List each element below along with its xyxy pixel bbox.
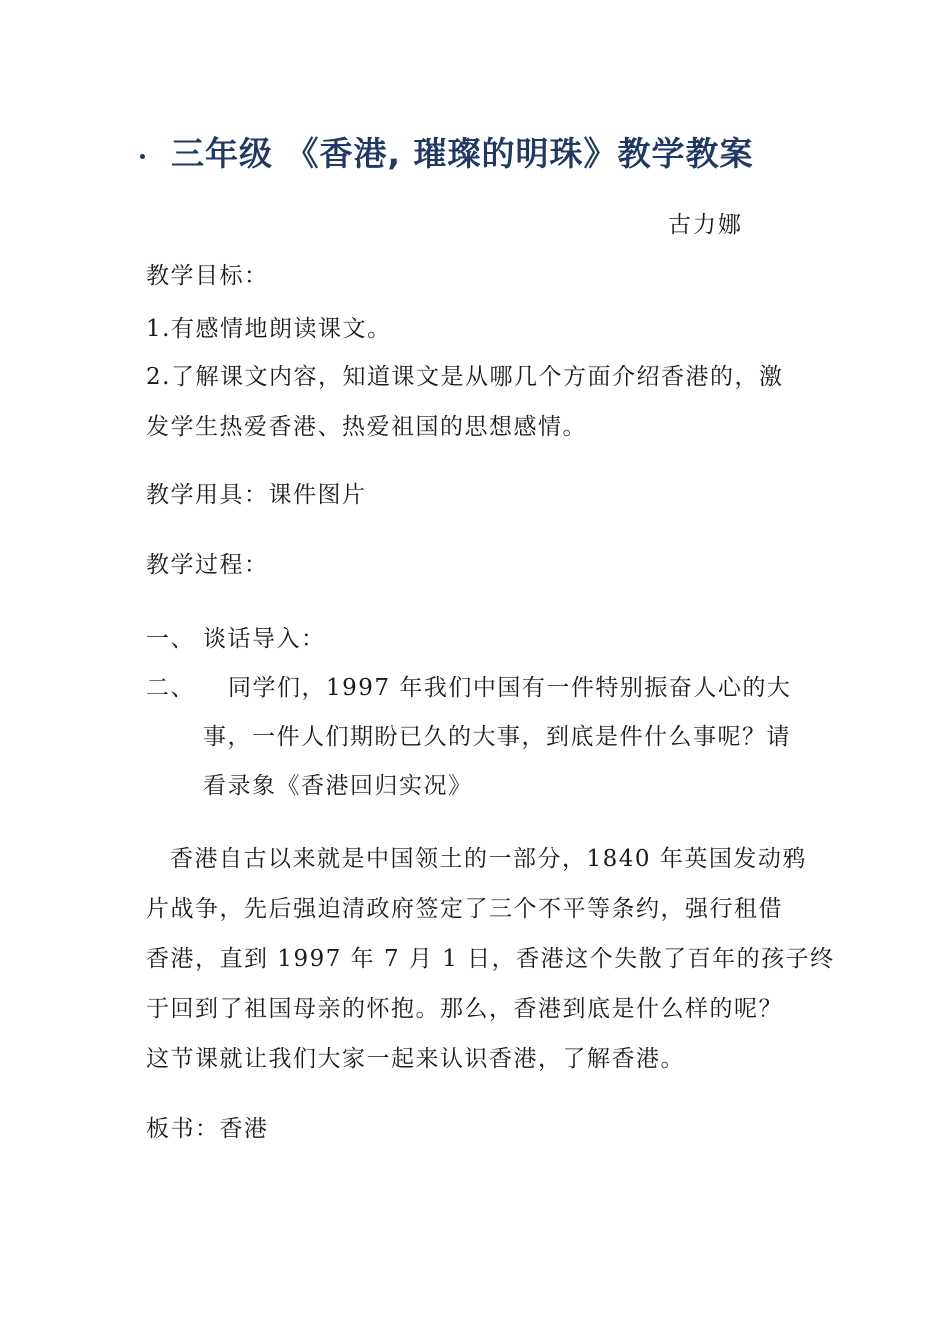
intro-paragraph-line-1: 香港自古以来就是中国领土的一部分，1840 年英国发动鸦 bbox=[170, 846, 807, 872]
bullet-icon bbox=[140, 154, 145, 159]
step-2-line-2: 事，一件人们期盼已久的大事，到底是件什么事呢？请 bbox=[203, 724, 791, 750]
intro-paragraph-line-2: 片战争，先后强迫清政府签定了三个不平等条约，强行租借 bbox=[146, 896, 783, 922]
step-2-line-3: 看录象《香港回归实况》 bbox=[203, 773, 473, 799]
goals-heading: 教学目标： bbox=[146, 263, 269, 289]
step-1-text: 谈话导入： bbox=[203, 626, 326, 652]
process-heading: 教学过程： bbox=[146, 552, 269, 578]
board-writing: 板书：香港 bbox=[146, 1116, 269, 1142]
document-title: 三年级 《香港, 璀璨的明珠》教学教案 bbox=[171, 134, 754, 173]
goal-item-2-line-1: 2.了解课文内容，知道课文是从哪几个方面介绍香港的，激 bbox=[146, 364, 784, 390]
title-row bbox=[140, 128, 754, 175]
step-2-marker: 二、 bbox=[146, 675, 195, 701]
goal-item-2-line-2: 发学生热爱香港、热爱祖国的思想感情。 bbox=[146, 414, 587, 440]
intro-paragraph-line-4: 于回到了祖国母亲的怀抱。那么，香港到底是什么样的呢？ bbox=[146, 996, 783, 1022]
author-name: 古力娜 bbox=[668, 212, 743, 238]
teaching-tools: 教学用具：课件图片 bbox=[146, 482, 367, 508]
step-2-line-1: 同学们，1997 年我们中国有一件特别振奋人心的大 bbox=[228, 675, 792, 701]
intro-paragraph-line-3: 香港，直到 1997 年 7 月 1 日，香港这个失散了百年的孩子终 bbox=[146, 946, 835, 972]
step-1-marker: 一、 bbox=[146, 626, 195, 652]
goal-item-1: 1.有感情地朗读课文。 bbox=[146, 316, 392, 342]
intro-paragraph-line-5: 这节课就让我们大家一起来认识香港，了解香港。 bbox=[146, 1046, 685, 1072]
